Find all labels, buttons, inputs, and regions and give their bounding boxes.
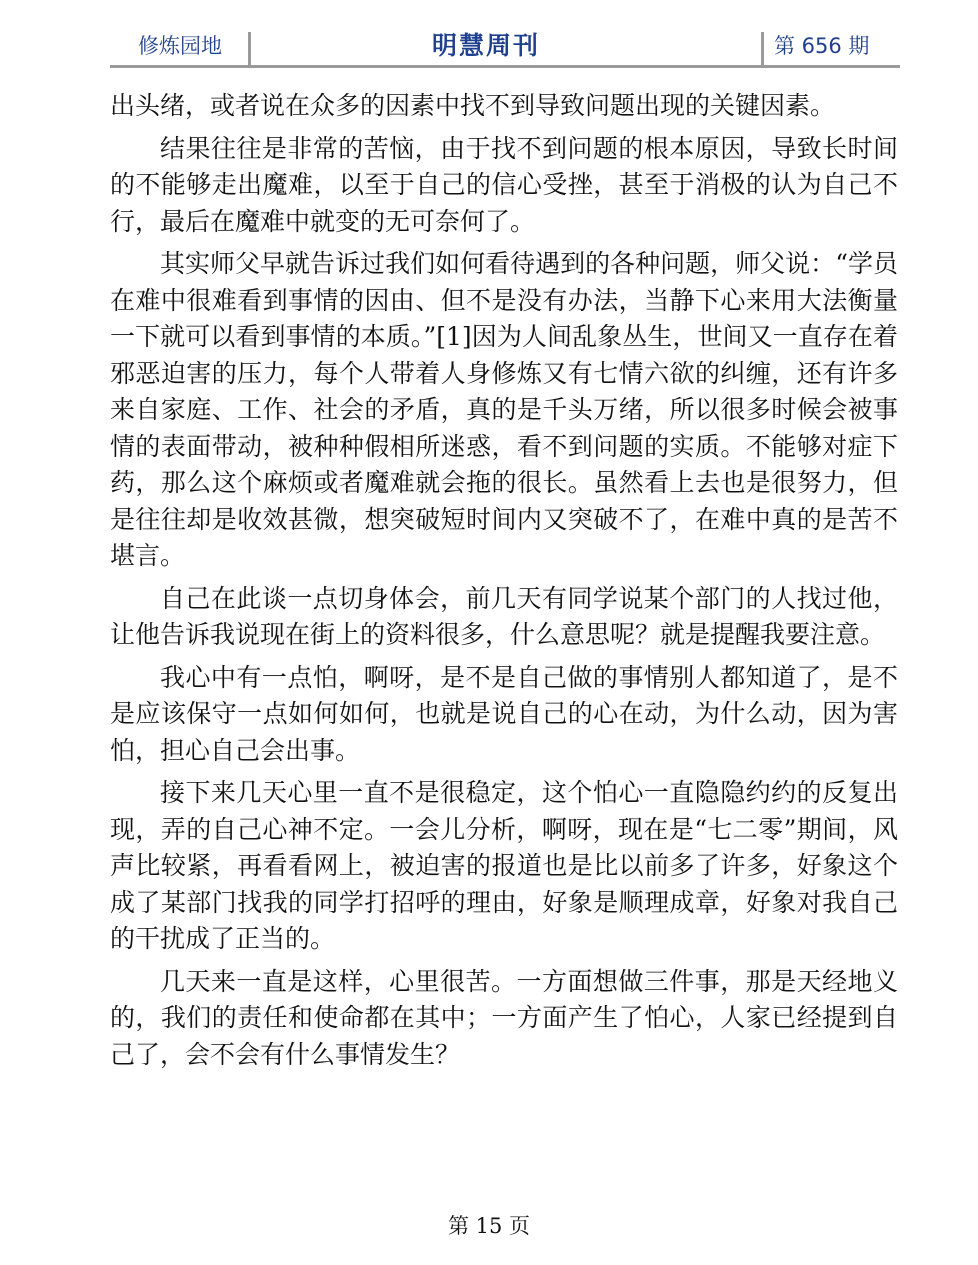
article-body: [110, 88, 898, 1079]
page-number: 第 15 页: [447, 1214, 531, 1238]
paragraph: 接下来几天心里一直不是很稳定，这个怕心一直隐隐约约的反复出现，弄的自己心神不定。一会儿分析，啊呀，现在是“七二零”期间，风声比较紧，再看看网上，被迫害的报道也是比以前多了许多，好象这个成了某部门找我的同学打招呼的理由，好象是顺理成章，好象对我自己的干扰成了正当的。: [110, 778, 898, 953]
paragraph: 我心中有一点怕，啊呀，是不是自己做的事情别人都知道了，是不是应该保守一点如何如何，也就是说自己的心在动，为什么动，因为害怕，担心自己会出事。: [110, 662, 898, 765]
paragraph: 其实师父早就告诉过我们如何看待遇到的各种问题，师父说：“学员在难中很难看到事情的因由、但不是没有办法，当静下心来用大法衡量一下就可以看到事情的本质。”[1]因为人间乱象丛生，世间又一直存在着邪恶迫害的压力，每个人带着人身修炼又有七情六欲的纠缠，还有许多来自家庭、工作、社会的矛盾，真的是千头万绪，所以很多时候会被事情的表面带动，被种种假相所迷惑，看不到问题的实质。不能够对症下药，那么这个麻烦或者魔难就会拖的很长。虽然看上去也是很努力，但是往往却是收效甚微，想突破短时间内又突破不了，在难中真的是苦不堪言。: [110, 249, 898, 570]
paragraph: 出头绪，或者说在众多的因素中找不到导致问题出现的关键因素。: [110, 91, 836, 120]
header-divider-left: [248, 32, 251, 66]
paragraph: 几天来一直是这样，心里很苦。一方面想做三件事，那是天经地义的，我们的责任和使命都在其中；一方面产生了怕心，人家已经提到自己了，会不会有什么事情发生？: [110, 966, 898, 1069]
section-name: 修炼园地: [138, 34, 222, 58]
publication-title: 明慧周刊: [432, 31, 541, 60]
paragraph: 自己在此谈一点切身体会，前几天有同学说某个部门的人找过他，让他告诉我说现在街上的资料很多，什么意思呢？就是提醒我要注意。: [110, 583, 898, 649]
header-rule: [110, 65, 900, 68]
page-header: [110, 26, 900, 66]
paragraph: 结果往往是非常的苦恼，由于找不到问题的根本原因，导致长时间的不能够走出魔难，以至于自己的信心受挫，甚至于消极的认为自己不行，最后在魔难中就变的无可奈何了。: [110, 133, 898, 236]
issue-number: 第 656 期: [774, 34, 870, 58]
header-divider-right: [761, 32, 764, 66]
